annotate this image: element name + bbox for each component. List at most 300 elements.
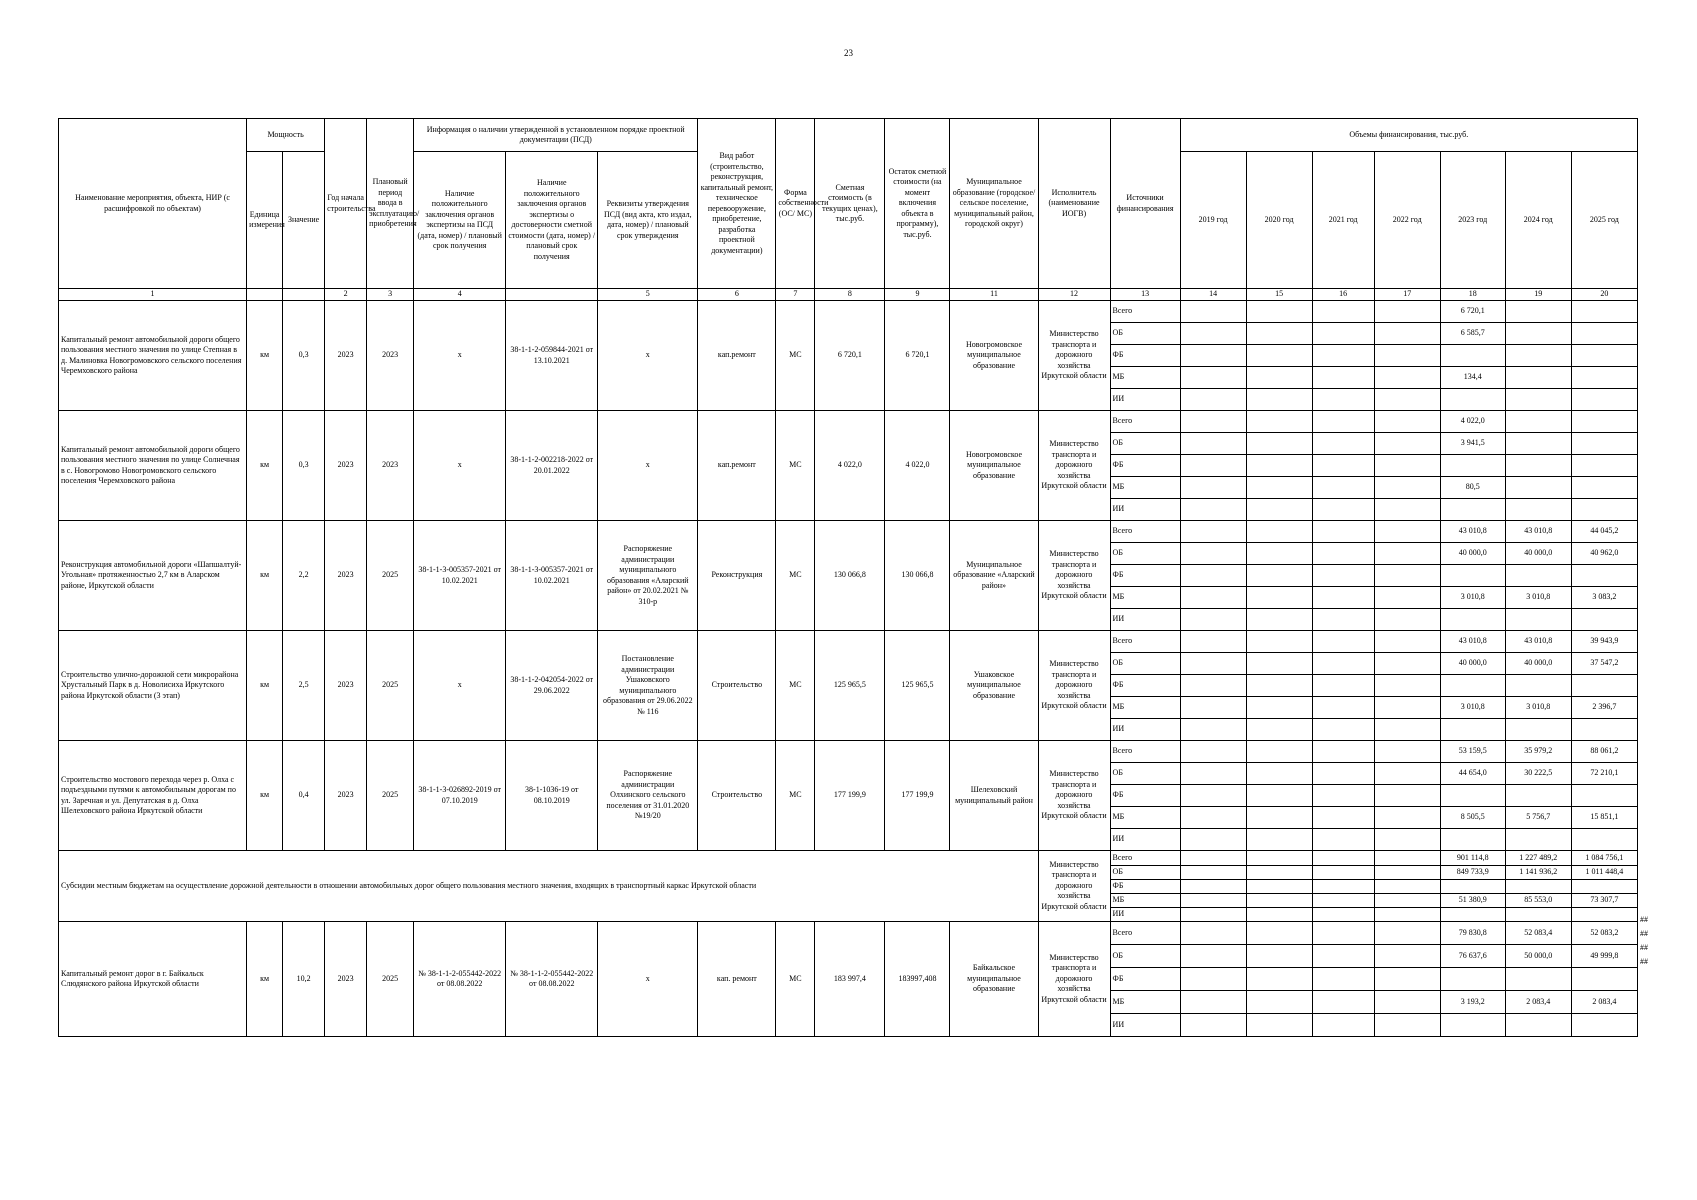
funding-value [1374, 697, 1440, 719]
funding-value [1312, 455, 1374, 477]
funding-value [1246, 675, 1312, 697]
funding-value [1312, 653, 1374, 675]
col-estimate-expertise-header: Наличие положительного заключения органов экспертизы о достоверности сметной стоимости (дата, номер) / плановый срок получения [506, 152, 598, 289]
funding-value: 2 083,4 [1505, 991, 1571, 1014]
funding-row [59, 922, 1638, 945]
funding-value [1374, 609, 1440, 631]
funding-value [1505, 1014, 1571, 1037]
funding-value [1312, 411, 1374, 433]
object-remaining-cost: 6 720,1 [885, 301, 950, 411]
funding-value [1505, 301, 1571, 323]
col-ownership-header: Форма собственности (ОС/ МС) [776, 119, 815, 289]
funding-value [1374, 653, 1440, 675]
funding-value [1246, 697, 1312, 719]
funding-value [1312, 866, 1374, 880]
year-header: 2025 год [1571, 152, 1637, 289]
funding-value [1312, 741, 1374, 763]
object-name: Реконструкция автомобильной дороги «Шапшалтуй-Угольная» протяженностью 2,7 км в Аларском районе, Иркутской области [59, 521, 247, 631]
funding-source-label: Всего [1110, 631, 1180, 653]
funding-value [1440, 880, 1505, 894]
funding-value [1246, 968, 1312, 991]
funding-value: 4 022,0 [1440, 411, 1505, 433]
funding-value: 30 222,5 [1505, 763, 1571, 785]
object-name: Капитальный ремонт дорог в г. Байкальск Слюдянского района Иркутской области [59, 922, 247, 1037]
object-executor: Министерство транспорта и дорожного хозяйства Иркутской области [1038, 411, 1110, 521]
funding-value [1246, 389, 1312, 411]
object-value: 2,5 [283, 631, 325, 741]
funding-value [1180, 945, 1246, 968]
funding-source-label: ИИ [1110, 1014, 1180, 1037]
funding-value [1374, 301, 1440, 323]
funding-value [1374, 323, 1440, 345]
funding-value [1180, 411, 1246, 433]
funding-source-label: МБ [1110, 807, 1180, 829]
column-number: 20 [1571, 289, 1637, 301]
funding-value [1374, 763, 1440, 785]
funding-value [1440, 499, 1505, 521]
object-estimate-expertise: 38-1-1-2-059844-2021 от 13.10.2021 [506, 301, 598, 411]
funding-source-label: ИИ [1110, 829, 1180, 851]
table-body [59, 119, 1638, 1037]
object-requisites: х [598, 301, 698, 411]
funding-value [1312, 1014, 1374, 1037]
funding-value [1374, 367, 1440, 389]
funding-value [1246, 587, 1312, 609]
funding-value: 37 547,2 [1571, 653, 1637, 675]
funding-source-label: Всего [1110, 851, 1180, 866]
column-number: 6 [698, 289, 776, 301]
funding-value [1180, 565, 1246, 587]
object-start-year: 2023 [325, 741, 367, 851]
funding-value [1571, 829, 1637, 851]
funding-value [1312, 968, 1374, 991]
column-number: 3 [367, 289, 414, 301]
funding-value [1571, 719, 1637, 741]
object-start-year: 2023 [325, 301, 367, 411]
object-ownership: МС [776, 922, 815, 1037]
col-remaining-cost-header: Остаток сметной стоимости (на момент включения объекта в программу), тыс.руб. [885, 119, 950, 289]
funding-value [1312, 521, 1374, 543]
funding-value [1246, 719, 1312, 741]
object-work-type: Строительство [698, 631, 776, 741]
object-unit: км [247, 411, 283, 521]
funding-source-label: ОБ [1110, 433, 1180, 455]
funding-value [1312, 499, 1374, 521]
funding-value [1180, 389, 1246, 411]
funding-value [1246, 631, 1312, 653]
funding-value [1180, 851, 1246, 866]
column-number: 7 [776, 289, 815, 301]
funding-value [1246, 653, 1312, 675]
funding-value [1312, 807, 1374, 829]
funding-value: 76 637,6 [1440, 945, 1505, 968]
object-remaining-cost: 4 022,0 [885, 411, 950, 521]
funding-value [1374, 389, 1440, 411]
funding-source-label: МБ [1110, 991, 1180, 1014]
funding-value [1571, 1014, 1637, 1037]
funding-value [1505, 908, 1571, 922]
funding-value [1374, 829, 1440, 851]
funding-value: 40 000,0 [1505, 543, 1571, 565]
object-end-year: 2025 [367, 741, 414, 851]
col-funding-header: Объемы финансирования, тыс.руб. [1180, 119, 1637, 152]
funding-value [1180, 785, 1246, 807]
funding-value [1246, 866, 1312, 880]
funding-value [1440, 565, 1505, 587]
funding-value [1374, 866, 1440, 880]
object-executor: Министерство транспорта и дорожного хозяйства Иркутской области [1038, 741, 1110, 851]
funding-value [1374, 675, 1440, 697]
funding-value [1505, 675, 1571, 697]
funding-value [1312, 785, 1374, 807]
object-estimate-cost: 125 965,5 [815, 631, 885, 741]
funding-value [1246, 565, 1312, 587]
object-work-type: Строительство [698, 741, 776, 851]
object-end-year: 2025 [367, 922, 414, 1037]
funding-value [1505, 433, 1571, 455]
funding-value [1312, 945, 1374, 968]
funding-value: 3 010,8 [1440, 587, 1505, 609]
funding-value [1180, 719, 1246, 741]
funding-value [1505, 829, 1571, 851]
funding-value [1505, 367, 1571, 389]
object-estimate-cost: 177 199,9 [815, 741, 885, 851]
object-remaining-cost: 130 066,8 [885, 521, 950, 631]
funding-source-label: МБ [1110, 587, 1180, 609]
funding-value [1505, 477, 1571, 499]
object-municipality: Новогромовское муниципальное образование [950, 411, 1038, 521]
funding-value [1180, 675, 1246, 697]
funding-value [1505, 565, 1571, 587]
funding-value [1571, 455, 1637, 477]
funding-value [1180, 697, 1246, 719]
col-estimate-cost-header: Сметная стоимость (в текущих ценах), тыс.руб. [815, 119, 885, 289]
funding-value [1505, 455, 1571, 477]
col-start-year-header: Год начала строительства [325, 119, 367, 289]
object-unit: км [247, 741, 283, 851]
funding-value [1180, 908, 1246, 922]
object-value: 0,4 [283, 741, 325, 851]
funding-value [1246, 894, 1312, 908]
funding-value [1246, 367, 1312, 389]
funding-value [1374, 851, 1440, 866]
funding-value: 1 141 936,2 [1505, 866, 1571, 880]
object-requisites: Распоряжение администрации муниципального образования «Аларский район» от 20.02.2021 № 310-р [598, 521, 698, 631]
funding-value [1312, 829, 1374, 851]
funding-value: 3 010,8 [1440, 697, 1505, 719]
column-number: 15 [1246, 289, 1312, 301]
funding-value [1246, 499, 1312, 521]
funding-value [1505, 323, 1571, 345]
object-executor: Министерство транспорта и дорожного хозяйства Иркутской области [1038, 521, 1110, 631]
funding-value: 40 000,0 [1505, 653, 1571, 675]
object-requisites: х [598, 922, 698, 1037]
funding-value: 3 941,5 [1440, 433, 1505, 455]
funding-value [1180, 1014, 1246, 1037]
object-psd-expertise: 38-1-1-3-005357-2021 от 10.02.2021 [414, 521, 506, 631]
overflow-mark: ## [1640, 943, 1648, 952]
object-requisites: Постановление администрации Ушаковского муниципального образования от 29.06.2022 № 116 [598, 631, 698, 741]
year-header: 2022 год [1374, 152, 1440, 289]
object-remaining-cost: 125 965,5 [885, 631, 950, 741]
funding-value [1180, 477, 1246, 499]
funding-value [1440, 1014, 1505, 1037]
funding-value [1312, 991, 1374, 1014]
funding-value [1374, 631, 1440, 653]
funding-value [1571, 609, 1637, 631]
funding-value [1312, 367, 1374, 389]
funding-row [59, 521, 1638, 543]
funding-value [1374, 1014, 1440, 1037]
subsidy-name: Субсидии местным бюджетам на осуществление дорожной деятельности в отношении автомобильных дорог общего пользования местного значения, входящих в транспортный каркас Иркутской области [59, 851, 1039, 922]
funding-value [1571, 499, 1637, 521]
funding-value: 1 227 489,2 [1505, 851, 1571, 866]
funding-value [1374, 807, 1440, 829]
funding-value [1312, 477, 1374, 499]
funding-value [1312, 433, 1374, 455]
funding-value [1374, 908, 1440, 922]
object-start-year: 2023 [325, 922, 367, 1037]
funding-value [1374, 719, 1440, 741]
object-psd-expertise: № 38-1-1-2-055442-2022 от 08.08.2022 [414, 922, 506, 1037]
object-name: Капитальный ремонт автомобильной дороги общего пользования местного значения по улице Степная в д. Малиновка Новогромовского сельского поселения Черемховского района [59, 301, 247, 411]
year-header: 2019 год [1180, 152, 1246, 289]
funding-value [1180, 763, 1246, 785]
funding-value [1312, 851, 1374, 866]
column-number: 1 [59, 289, 247, 301]
funding-value: 51 380,9 [1440, 894, 1505, 908]
funding-value [1312, 908, 1374, 922]
funding-value [1246, 411, 1312, 433]
object-name: Строительство мостового перехода через р. Олха с подъездными путями к автомобильным дорогам по ул. Заречная и ул. Депутатская в д. Олха Шелеховского района Иркутской области [59, 741, 247, 851]
funding-value [1180, 609, 1246, 631]
funding-value [1180, 499, 1246, 521]
object-psd-expertise: х [414, 411, 506, 521]
funding-value: 5 756,7 [1505, 807, 1571, 829]
object-estimate-expertise: № 38-1-1-2-055442-2022 от 08.08.2022 [506, 922, 598, 1037]
column-number: 2 [325, 289, 367, 301]
column-number [506, 289, 598, 301]
funding-value: 2 396,7 [1571, 697, 1637, 719]
funding-value [1571, 323, 1637, 345]
funding-value [1246, 323, 1312, 345]
funding-row [59, 631, 1638, 653]
funding-value [1180, 991, 1246, 1014]
object-start-year: 2023 [325, 521, 367, 631]
funding-value: 3 010,8 [1505, 587, 1571, 609]
funding-value [1246, 345, 1312, 367]
funding-value [1505, 411, 1571, 433]
funding-source-label: Всего [1110, 411, 1180, 433]
funding-value [1374, 785, 1440, 807]
funding-source-label: Всего [1110, 741, 1180, 763]
funding-value: 3 010,8 [1505, 697, 1571, 719]
funding-value [1312, 345, 1374, 367]
column-number [247, 289, 283, 301]
funding-source-label: ИИ [1110, 908, 1180, 922]
funding-value [1571, 785, 1637, 807]
funding-source-label: ИИ [1110, 499, 1180, 521]
object-estimate-expertise: 38-1-1-3-005357-2021 от 10.02.2021 [506, 521, 598, 631]
funding-value [1246, 945, 1312, 968]
funding-source-label: ИИ [1110, 609, 1180, 631]
object-estimate-expertise: 38-1-1-2-002218-2022 от 20.01.2022 [506, 411, 598, 521]
funding-value [1505, 719, 1571, 741]
funding-value [1571, 411, 1637, 433]
funding-value [1180, 968, 1246, 991]
col-work-type-header: Вид работ (строительство, реконструкция, капитальный ремонт, техническое перевооружение, приобретение, разработка проектной документации) [698, 119, 776, 289]
column-number: 18 [1440, 289, 1505, 301]
funding-value [1180, 345, 1246, 367]
funding-value: 849 733,9 [1440, 866, 1505, 880]
object-municipality: Байкальское муниципальное образование [950, 922, 1038, 1037]
funding-value [1246, 741, 1312, 763]
col-municipality-header: Муниципальное образование (городское/сельское поселение, муниципальный район, городской округ) [950, 119, 1038, 289]
funding-source-label: ФБ [1110, 968, 1180, 991]
funding-value [1180, 631, 1246, 653]
object-end-year: 2023 [367, 301, 414, 411]
funding-value [1180, 653, 1246, 675]
object-start-year: 2023 [325, 631, 367, 741]
funding-value [1374, 741, 1440, 763]
funding-source-label: Всего [1110, 922, 1180, 945]
object-ownership: МС [776, 301, 815, 411]
funding-value [1246, 521, 1312, 543]
funding-value: 52 083,4 [1505, 922, 1571, 945]
funding-value [1180, 741, 1246, 763]
funding-value [1374, 521, 1440, 543]
object-value: 10,2 [283, 922, 325, 1037]
column-number: 9 [885, 289, 950, 301]
funding-value: 40 000,0 [1440, 653, 1505, 675]
funding-value [1374, 477, 1440, 499]
overflow-mark: ## [1640, 929, 1648, 938]
funding-value [1505, 389, 1571, 411]
funding-value [1440, 455, 1505, 477]
funding-value [1312, 697, 1374, 719]
funding-value [1505, 880, 1571, 894]
funding-value: 88 061,2 [1571, 741, 1637, 763]
object-estimate-cost: 130 066,8 [815, 521, 885, 631]
subsidy-funding-row [59, 851, 1638, 866]
funding-source-label: ОБ [1110, 543, 1180, 565]
column-number: 16 [1312, 289, 1374, 301]
funding-value [1374, 968, 1440, 991]
object-ownership: МС [776, 741, 815, 851]
funding-value [1374, 543, 1440, 565]
funding-value [1246, 908, 1312, 922]
object-municipality: Муниципальное образование «Аларский район» [950, 521, 1038, 631]
overflow-mark: ## [1640, 957, 1648, 966]
funding-value: 85 553,0 [1505, 894, 1571, 908]
funding-value [1505, 499, 1571, 521]
funding-value [1374, 345, 1440, 367]
funding-value [1571, 345, 1637, 367]
funding-value: 8 505,5 [1440, 807, 1505, 829]
funding-value: 134,4 [1440, 367, 1505, 389]
funding-value: 6 585,7 [1440, 323, 1505, 345]
funding-value [1246, 880, 1312, 894]
funding-value: 52 083,2 [1571, 922, 1637, 945]
object-remaining-cost: 183997,408 [885, 922, 950, 1037]
funding-value [1571, 389, 1637, 411]
funding-source-label: ОБ [1110, 866, 1180, 880]
year-header: 2024 год [1505, 152, 1571, 289]
funding-value [1312, 719, 1374, 741]
funding-value [1571, 477, 1637, 499]
column-number: 8 [815, 289, 885, 301]
funding-value [1312, 894, 1374, 908]
funding-value [1440, 675, 1505, 697]
funding-value [1312, 763, 1374, 785]
column-number: 19 [1505, 289, 1571, 301]
funding-value [1246, 477, 1312, 499]
column-numbers-row [59, 289, 1638, 301]
funding-value [1571, 908, 1637, 922]
funding-value: 80,5 [1440, 477, 1505, 499]
funding-source-label: ОБ [1110, 945, 1180, 968]
column-number: 13 [1110, 289, 1180, 301]
funding-value [1374, 922, 1440, 945]
funding-row [59, 301, 1638, 323]
col-psd-info-header: Информация о наличии утвержденной в установленном порядке проектной документации (ПСД) [414, 119, 698, 152]
object-unit: км [247, 301, 283, 411]
funding-value [1246, 455, 1312, 477]
funding-source-label: ФБ [1110, 675, 1180, 697]
funding-value [1246, 785, 1312, 807]
funding-source-label: ОБ [1110, 323, 1180, 345]
funding-value [1440, 908, 1505, 922]
object-name: Строительство улично-дорожной сети микрорайона Хрустальный Парк в д. Новолисиха Иркутского района Иркутской области (3 этап) [59, 631, 247, 741]
funding-value [1374, 433, 1440, 455]
col-sources-header: Источники финансирования [1110, 119, 1180, 289]
funding-value [1180, 521, 1246, 543]
funding-value [1374, 894, 1440, 908]
object-municipality: Новогромовское муниципальное образование [950, 301, 1038, 411]
funding-value [1312, 323, 1374, 345]
funding-value [1571, 565, 1637, 587]
funding-value: 2 083,4 [1571, 991, 1637, 1014]
funding-value: 79 830,8 [1440, 922, 1505, 945]
object-end-year: 2025 [367, 521, 414, 631]
funding-value [1180, 829, 1246, 851]
funding-value [1246, 609, 1312, 631]
funding-value: 6 720,1 [1440, 301, 1505, 323]
funding-value [1374, 411, 1440, 433]
funding-value: 3 083,2 [1571, 587, 1637, 609]
funding-value: 72 210,1 [1571, 763, 1637, 785]
funding-value [1180, 587, 1246, 609]
funding-value: 43 010,8 [1440, 631, 1505, 653]
object-remaining-cost: 177 199,9 [885, 741, 950, 851]
funding-value [1312, 565, 1374, 587]
funding-value [1312, 587, 1374, 609]
funding-value: 44 654,0 [1440, 763, 1505, 785]
funding-value [1246, 851, 1312, 866]
funding-source-label: Всего [1110, 521, 1180, 543]
col-power-header: Мощность [247, 119, 325, 152]
funding-value [1246, 922, 1312, 945]
funding-source-label: ОБ [1110, 763, 1180, 785]
funding-value [1246, 301, 1312, 323]
object-work-type: Реконструкция [698, 521, 776, 631]
funding-value [1571, 433, 1637, 455]
subsidy-executor: Министерство транспорта и дорожного хозяйства Иркутской области [1038, 851, 1110, 922]
funding-value: 43 010,8 [1440, 521, 1505, 543]
funding-value [1246, 829, 1312, 851]
funding-value [1180, 455, 1246, 477]
funding-value [1246, 991, 1312, 1014]
